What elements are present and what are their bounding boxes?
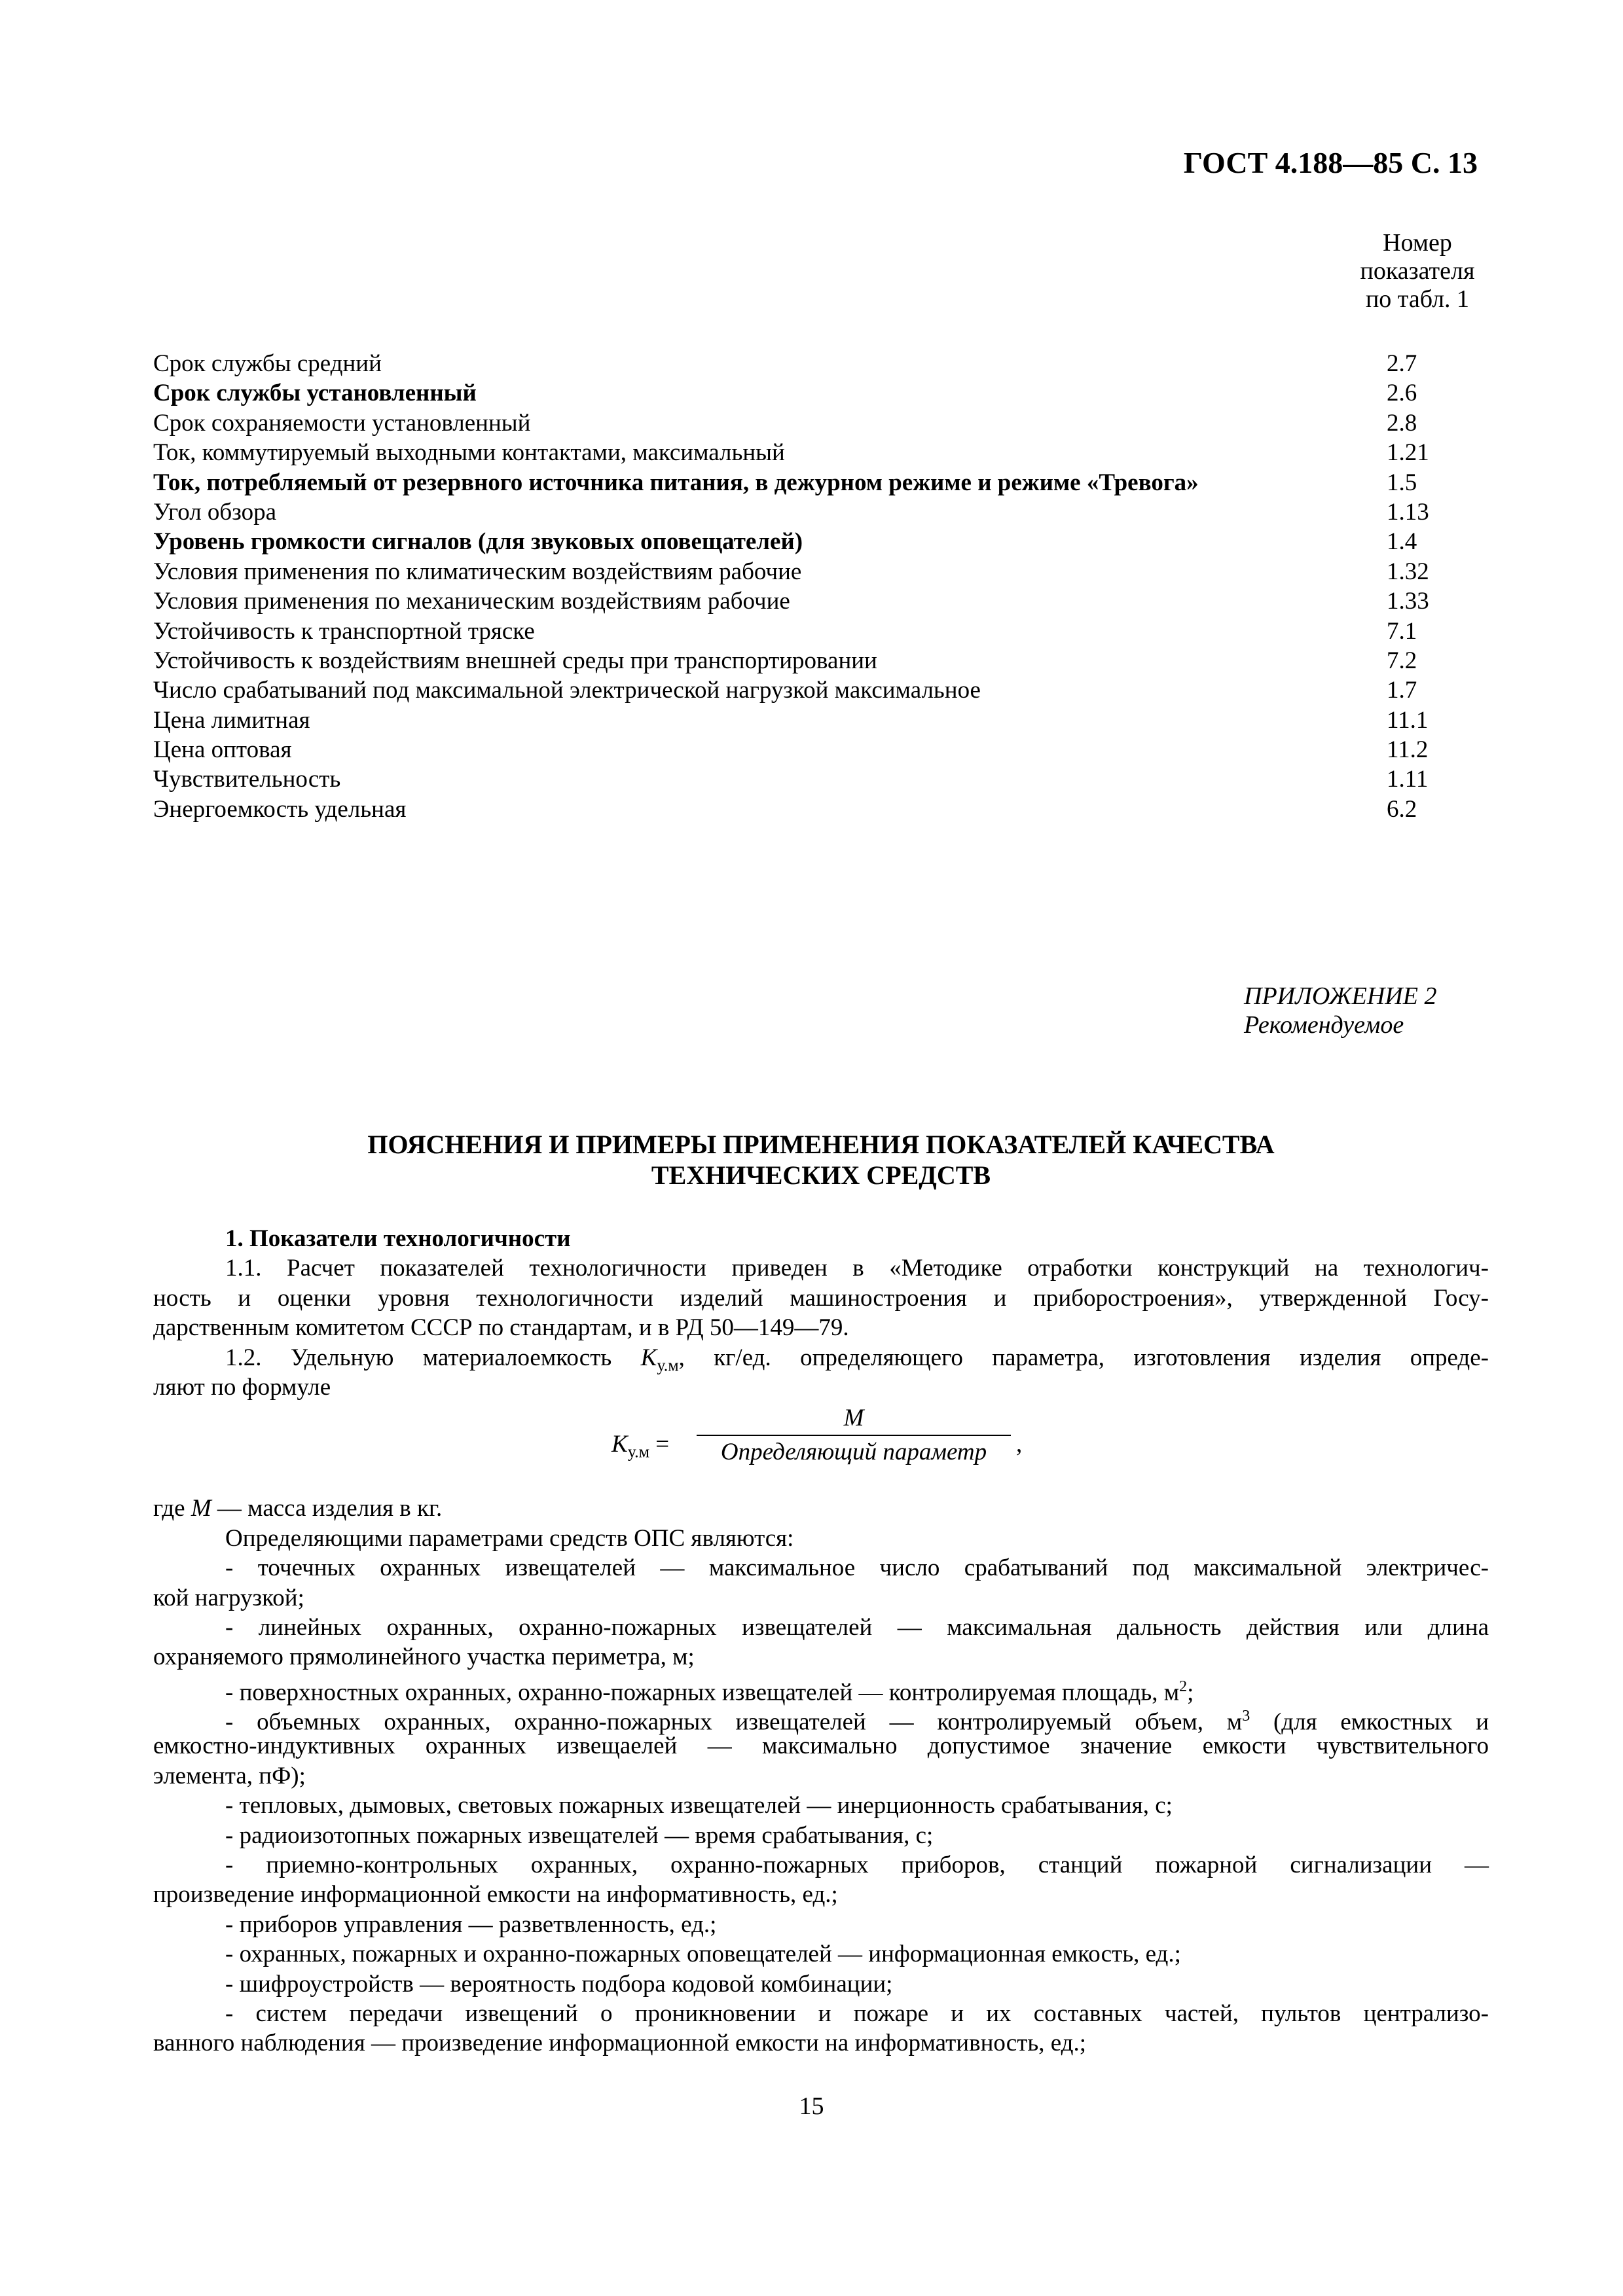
list-item-line: ванного наблюдения — произведение информационной емкости на информативность, ед.; <box>153 2030 1087 2057</box>
index-term: Устойчивость к транспортной тряске <box>153 617 535 645</box>
index-number: 1.32 <box>1387 558 1429 585</box>
list-item-line: емкостно-индуктивных охранных извещаелей — максимально допустимое значение емкости чувствительного <box>153 1732 1489 1760</box>
text-run: , кг/ед. определяющего параметра, изготовления изделия опреде- <box>678 1344 1489 1371</box>
list-item-line: - радиоизотопных пожарных извещателей — время срабатывания, с; <box>225 1821 934 1849</box>
index-number: 2.6 <box>1387 380 1417 407</box>
index-number: 1.5 <box>1387 469 1417 496</box>
list-item-line: - точечных охранных извещателей — максимальное число срабатываний под максимальной электричес- <box>225 1554 1489 1582</box>
index-term: Устойчивость к воздействиям внешней среды при транспортировании <box>153 647 877 674</box>
index-number: 7.1 <box>1387 617 1417 645</box>
paragraph-line: дарственным комитетом СССР по стандартам, и в РД 50—149—79. <box>153 1314 849 1342</box>
index-list <box>153 349 1489 824</box>
index-row <box>153 408 1489 438</box>
index-term: Цена оптовая <box>153 736 292 764</box>
index-term: Условия применения по климатическим воздействиям рабочие <box>153 558 802 585</box>
page-number: 15 <box>799 2092 824 2120</box>
appendix-number: ПРИЛОЖЕНИЕ 2 <box>1244 982 1437 1010</box>
index-number: 1.11 <box>1387 766 1429 793</box>
section-title-line: ТЕХНИЧЕСКИХ СРЕДСТВ <box>651 1160 991 1190</box>
paragraph-line <box>153 1343 1489 1372</box>
formula <box>153 1402 1489 1494</box>
list-item-line: - шифроустройств — вероятность подбора кодовой комбинации; <box>225 1970 893 1998</box>
index-number: 1.21 <box>1387 439 1429 467</box>
list-item-line: - объемных охранных, охранно-пожарных извещателей — контролируемый объем, $м^3$ (для емкостных и <box>225 1708 1489 1736</box>
list-item-line: - тепловых, дымовых, световых пожарных извещателей — инерционность срабатывания, с; <box>225 1792 1173 1820</box>
list-item-line: - поверхностных охранных, охранно-пожарных извещателей — контролируемая площадь, $м^2$; <box>225 1677 1194 1706</box>
index-row <box>153 586 1489 616</box>
index-number: 1.7 <box>1387 677 1417 704</box>
index-row <box>153 527 1489 556</box>
column-heading-line: показателя <box>1360 257 1475 285</box>
index-term: Ток, потребляемый от резервного источника питания, в дежурном режиме и режиме «Тревога» <box>153 469 1199 496</box>
index-number: 1.4 <box>1387 528 1417 556</box>
index-term: Чувствительность <box>153 766 341 793</box>
index-term: Уровень громкости сигналов (для звуковых оповещателей) <box>153 528 803 556</box>
index-row <box>153 617 1489 646</box>
index-term: Срок службы установленный <box>153 380 477 407</box>
index-term: Срок сохраняемости установленный <box>153 409 531 437</box>
index-term: Цена лимитная <box>153 706 310 734</box>
index-row <box>153 795 1489 824</box>
index-row <box>153 349 1489 378</box>
list-item-line: кой нагрузкой; <box>153 1584 304 1611</box>
index-number: 1.13 <box>1387 498 1429 526</box>
section-title <box>153 1129 1489 1191</box>
index-term: Ток, коммутируемый выходными контактами, максимальный <box>153 439 785 467</box>
index-number: 7.2 <box>1387 647 1417 674</box>
index-row <box>153 735 1489 764</box>
index-row <box>153 497 1489 527</box>
index-number: 11.1 <box>1387 706 1429 734</box>
list-item-line: - охранных, пожарных и охранно-пожарных оповещателей — информационная емкость, ед.; <box>225 1941 1181 1968</box>
subheading: 1. Показатели технологичности <box>225 1225 571 1252</box>
formula-fraction <box>697 1402 1011 1469</box>
list-item-line: элемента, пФ); <box>153 1762 306 1789</box>
index-term: Угол обзора <box>153 498 277 526</box>
paragraph-line: ляют по формуле <box>153 1373 331 1401</box>
symbol: K <box>640 1344 657 1371</box>
body-text <box>153 1224 1489 2058</box>
formula-numerator: M <box>843 1405 864 1432</box>
index-row <box>153 378 1489 408</box>
appendix-status: Рекомендуемое <box>1244 1011 1404 1039</box>
index-row <box>153 557 1489 586</box>
index-row <box>153 706 1489 735</box>
paragraph-line: ность и оценки уровня технологичности изделий машиностроения и приборостроения», утвержденной Госу- <box>153 1284 1489 1312</box>
index-row <box>153 438 1489 467</box>
where-line: где M — масса изделия в кг. <box>153 1495 443 1522</box>
index-term: Условия применения по механическим воздействиям рабочие <box>153 588 790 615</box>
list-item-line: - линейных охранных, охранно-пожарных извещателей — максимальная дальность действия или длина <box>225 1613 1489 1641</box>
list-item-line: охраняемого прямолинейного участка периметра, м; <box>153 1643 695 1671</box>
column-heading-line: Номер <box>1383 229 1452 257</box>
appendix-label <box>1244 982 1436 1039</box>
index-row <box>153 764 1489 794</box>
list-item-line: - приемно-контрольных охранных, охранно-пожарных приборов, станций пожарной сигнализации — <box>225 1852 1489 1879</box>
index-term: Срок службы средний <box>153 350 382 377</box>
index-row <box>153 468 1489 497</box>
index-number: 2.8 <box>1387 409 1417 437</box>
list-item-line: - приборов управления — разветвленность, ед.; <box>225 1910 717 1938</box>
params-intro: Определяющими параметрами средств ОПС являются: <box>225 1524 794 1552</box>
column-heading <box>1336 229 1499 314</box>
index-row <box>153 646 1489 675</box>
text-run: 1.2. Удельную материалоемкость <box>225 1344 641 1371</box>
column-heading-line: по табл. 1 <box>1365 285 1470 313</box>
index-number: 1.33 <box>1387 588 1429 615</box>
index-term: Энергоемкость удельная <box>153 795 407 823</box>
formula-lhs: $K_{у.м}$ = <box>611 1431 670 1462</box>
formula-comma: , <box>1016 1431 1023 1458</box>
paragraph-line: 1.1. Расчет показателей технологичности приведен в «Методике отработки конструкций на технологич- <box>225 1255 1489 1282</box>
index-number: 2.7 <box>1387 350 1417 377</box>
running-header: ГОСТ 4.188—85 С. 13 <box>1183 146 1478 179</box>
formula-denominator: Определяющий параметр <box>720 1439 987 1466</box>
index-number: 11.2 <box>1387 736 1429 764</box>
subscript: у.м <box>657 1355 679 1374</box>
section-title-line: ПОЯСНЕНИЯ И ПРИМЕРЫ ПРИМЕНЕНИЯ ПОКАЗАТЕЛЕЙ КАЧЕСТВА <box>367 1130 1275 1159</box>
index-number: 6.2 <box>1387 795 1417 823</box>
index-term: Число срабатываний под максимальной электрической нагрузкой максимальное <box>153 677 981 704</box>
list-item-line: произведение информационной емкости на информативность, ед.; <box>153 1881 838 1909</box>
index-row <box>153 675 1489 705</box>
list-item-line: - систем передачи извещений о проникновении и пожаре и их составных частей, пультов централизо- <box>225 2000 1489 2027</box>
